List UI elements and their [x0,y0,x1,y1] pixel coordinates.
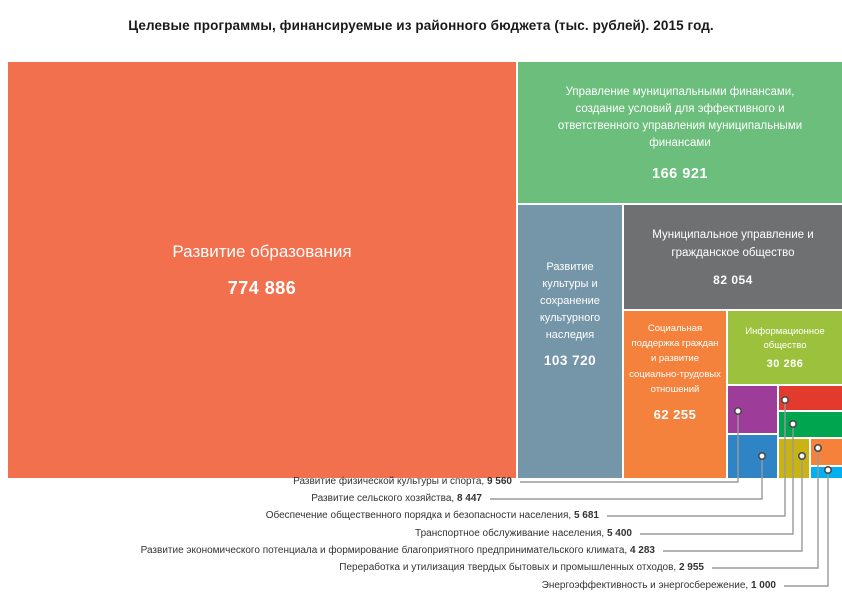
cell-label: Управление муниципальными финансами, создание условий для эффективного и ответственного управления муниципальными финансами [557,85,803,150]
cell-label: Информационное общество [745,325,825,351]
treemap-cell-sport [728,386,777,433]
callout-row-transport: Транспортное обслуживание населения, 5 400 [415,528,632,539]
treemap-cell-info [728,311,842,384]
treemap-cell-social [624,311,726,478]
callout-row-sport: Развитие физической культуры и спорта, 9 560 [293,476,512,487]
treemap-cell-order [779,386,842,410]
callout-label: Энергоэффективность и энергосбережение [541,580,746,591]
chart-title: Целевые программы, финансируемые из районного бюджета (тыс. рублей). 2015 год. [128,18,714,33]
callout-label: Транспортное обслуживание населения [415,528,602,539]
treemap-cell-education [8,62,516,478]
treemap-cell-culture [518,205,622,478]
callout-row-energy: Энергоэффективность и энергосбережение, 1 000 [541,580,776,591]
treemap-cell-agro [728,435,777,478]
cell-label: Социальная поддержка граждан и развитие социально-трудовых отношений [629,323,721,395]
callout-row-order: Обеспечение общественного порядка и безопасности населения, 5 681 [265,510,599,521]
treemap-cell-economy [779,439,809,478]
callout-row-waste: Переработка и утилизация твердых бытовых и промышленных отходов, 2 955 [339,562,704,573]
callout-label: Обеспечение общественного порядка и безопасности населения [265,510,569,521]
treemap-cell-energy [811,467,842,478]
callout-label: Переработка и утилизация твердых бытовых и промышленных отходов [339,562,674,573]
callout-label: Развитие физической культуры и спорта [293,476,482,487]
treemap-cell-waste [811,439,842,465]
cell-value: 82 054 [713,273,753,288]
callout-label: Развитие экономического потенциала и формирование благоприятного предпринимательского климата [140,545,625,556]
cell-value: 166 921 [652,165,708,182]
cell-value: 774 886 [227,277,297,298]
cell-label: Муниципальное управление и гражданское общество [652,228,814,259]
callout-row-economy: Развитие экономического потенциала и формирование благоприятного предпринимательского климата, 4 283 [140,545,655,556]
cell-value: 62 255 [653,406,697,422]
treemap-cell-transport [779,412,842,437]
callout-value: 5 400 [606,528,632,539]
callout-line-energy [784,470,828,586]
cell-value: 30 286 [766,358,804,371]
callout-label: Развитие сельского хозяйства [311,493,452,504]
cell-value: 103 720 [543,353,597,369]
callout-value: 4 283 [629,545,655,556]
callout-value: 5 681 [573,510,599,521]
cell-label: Развитие культуры и сохранение культурного наследия [539,260,601,342]
callout-value: 1 000 [750,580,776,591]
cell-label: Развитие образования [172,241,352,261]
callout-row-agro: Развитие сельского хозяйства, 8 447 [311,493,482,504]
callout-value: 2 955 [678,562,704,573]
callout-value: 9 560 [486,476,512,487]
callout-value: 8 447 [456,493,482,504]
treemap-cell-finance [518,62,842,203]
treemap-cell-municipal [624,205,842,309]
